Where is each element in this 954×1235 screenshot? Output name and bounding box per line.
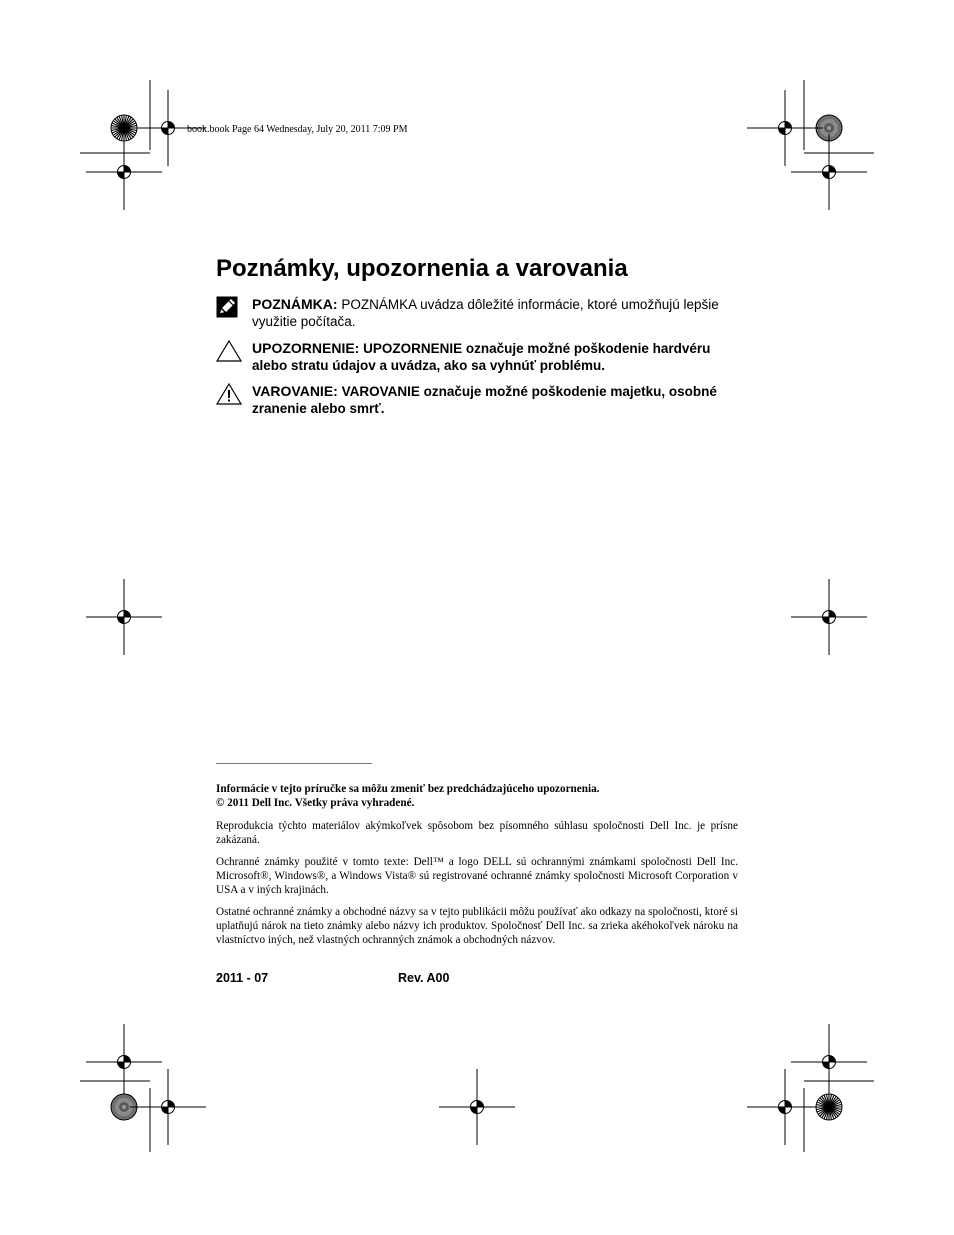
footnote-rule	[216, 763, 372, 764]
warning-triangle-icon	[216, 383, 242, 405]
warning-label: VAROVANIE:	[252, 383, 338, 399]
caution-text: UPOZORNENIE označuje možné poškodenie hardvéru alebo stratu údajov a uvádza, ako sa vyhnúť problému.	[252, 341, 711, 373]
caution-notice	[216, 340, 746, 374]
print-slug: book.book Page 64 Wednesday, July 20, 2011 7:09 PM	[187, 124, 408, 135]
legal-trademarks	[216, 855, 738, 897]
legal-paragraph: Ochranné známky použité v tomto texte: Dell™ a logo DELL sú ochrannými známkami spoločnosti Dell Inc. Microsoft®, Windows®, a Windows Vista® sú registrované ochranné známky spoločnosti Microsoft Corporation v USA a v iných krajinách.	[216, 856, 738, 896]
legal-reproduction	[216, 819, 738, 847]
legal-paragraph: Reprodukcia týchto materiálov akýmkoľvek spôsobom bez písomného súhlasu spoločnosti Dell Inc. je prísne zakázaná.	[216, 820, 738, 846]
legal-other-trademarks	[216, 905, 738, 947]
note-notice	[216, 296, 746, 330]
warning-notice	[216, 383, 746, 417]
copyright-line: © 2011 Dell Inc. Všetky práva vyhradené.	[216, 797, 415, 809]
legal-notice	[216, 782, 738, 810]
legal-paragraph: Ostatné ochranné známky a obchodné názvy sa v tejto publikácii môžu používať ako odkazy na spoločnosti, ktoré si uplatňujú nárok na tieto známky alebo názvy ich produktov. Spoločnosť Dell Inc. sa zrieka akéhokoľvek nároku na vlastníctvo iných, než vlastných ochranných známok a obchodných názvov.	[216, 906, 738, 946]
note-label: POZNÁMKA:	[252, 296, 338, 312]
warning-text-block	[252, 383, 746, 417]
page-title: Poznámky, upozornenia a varovania	[216, 255, 628, 282]
pencil-note-icon	[216, 296, 238, 318]
caution-text-block	[252, 340, 746, 374]
caution-label: UPOZORNENIE:	[252, 340, 360, 356]
legal-change-notice: Informácie v tejto príručke sa môžu zmeniť bez predchádzajúceho upozornenia.	[216, 783, 600, 795]
publication-date: 2011 - 07	[216, 971, 269, 985]
caution-triangle-icon	[216, 340, 242, 362]
note-text-block	[252, 296, 746, 330]
note-text: POZNÁMKA uvádza dôležité informácie, ktoré umožňujú lepšie využitie počítača.	[252, 297, 719, 329]
warning-text: VAROVANIE označuje možné poškodenie majetku, osobné zranenie alebo smrť.	[252, 384, 717, 416]
revision-label: Rev. A00	[398, 971, 450, 985]
